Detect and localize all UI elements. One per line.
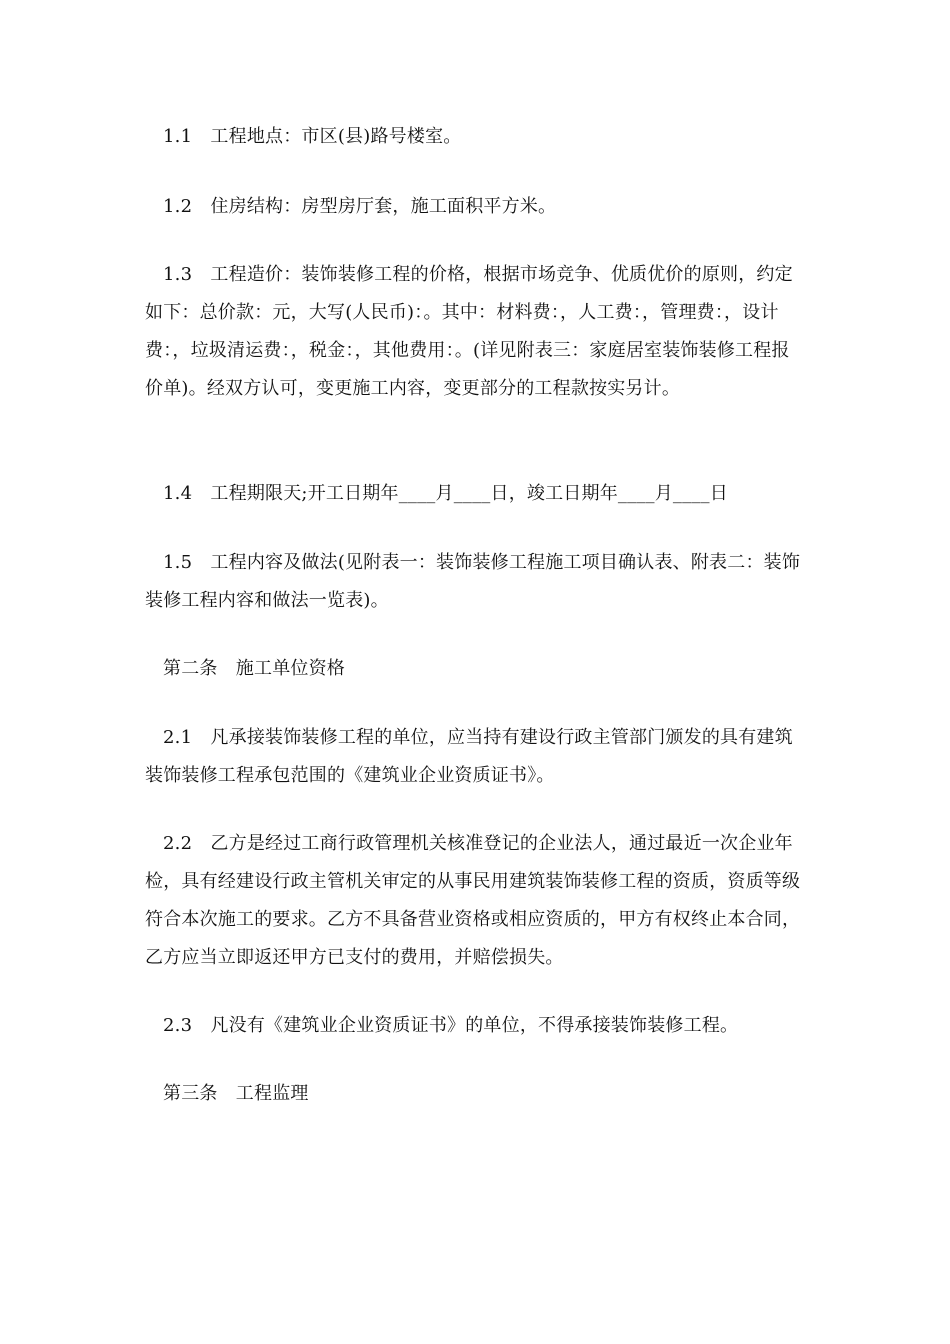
clause-1-5-content: 1.5 工程内容及做法(见附表一：装饰装修工程施工项目确认表、附表二：装饰装修工程内容和做法一览表)。 [145, 552, 801, 611]
clause-2-1-qualification: 2.1 凡承接装饰装修工程的单位，应当持有建设行政主管部门颁发的具有建筑装饰装修工程承包范围的《建筑业企业资质证书》。 [145, 727, 793, 786]
clause-1-2-structure: 1.2 住房结构：房型房厅套，施工面积平方米。 [163, 196, 557, 217]
clause-1-4-duration: 1.4 工程期限天;开工日期年____月____日，竣工日期年____月____日 [163, 483, 728, 504]
clause-2-3-restriction: 2.3 凡没有《建筑业企业资质证书》的单位，不得承接装饰装修工程。 [163, 1015, 739, 1036]
clause-1-3-cost: 1.3 工程造价：装饰装修工程的价格，根据市场竞争、优质优价的原则，约定如下：总价款：元，大写(人民币)：。其中：材料费：，人工费：，管理费：，设计费：，垃圾清运费：，税金：，其他费用：。(详见附表三：家庭居室装饰装修工程报价单)。经双方认可，变更施工内容，变更部分的工程款按实另计。 [145, 264, 793, 399]
article-3-heading: 第三条 工程监理 [163, 1083, 309, 1104]
clause-2-2-contractor: 2.2 乙方是经过工商行政管理机关核准登记的企业法人，通过最近一次企业年检，具有经建设行政主管机关审定的从事民用建筑装饰装修工程的资质，资质等级符合本次施工的要求。乙方不具备营业资格或相应资质的，甲方有权终止本合同，乙方应当立即返还甲方已支付的费用，并赔偿损失。 [145, 833, 801, 968]
clause-1-1-site: 1.1 工程地点：市区(县)路号楼室。 [163, 126, 462, 147]
article-2-heading: 第二条 施工单位资格 [163, 658, 345, 679]
